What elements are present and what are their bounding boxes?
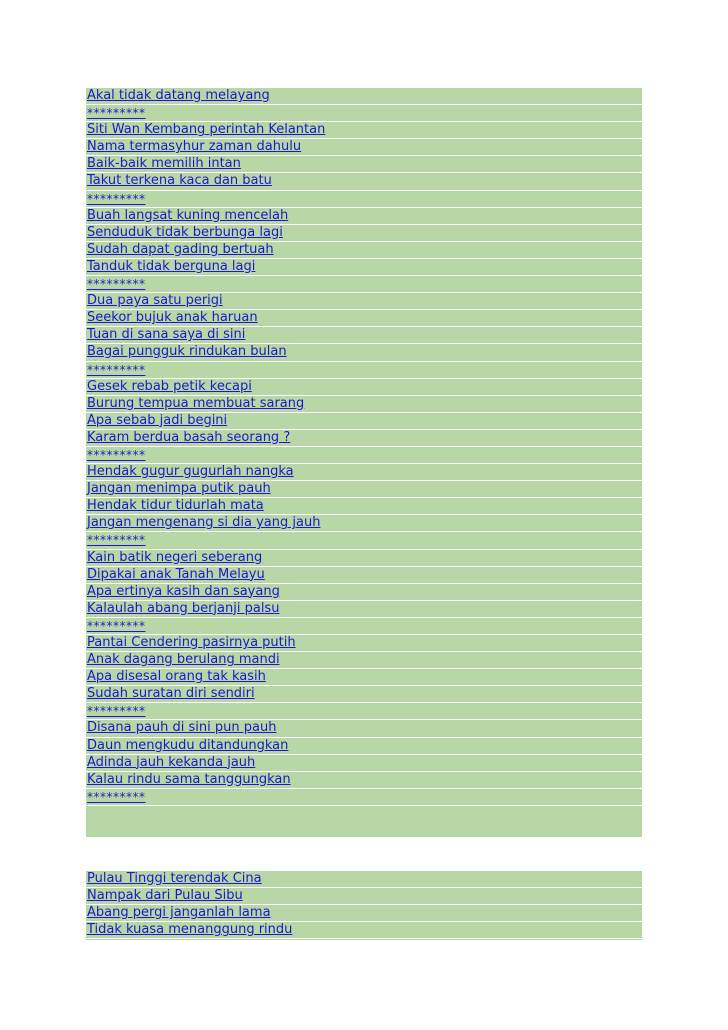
verse-line [86, 738, 642, 755]
verse-link[interactable]: Dipakai anak Tanah Melayu [87, 566, 265, 582]
verse-link[interactable]: Bagai pungguk rindukan bulan [87, 344, 287, 360]
verse-line [86, 208, 642, 225]
verse-line [86, 139, 642, 156]
verse-link[interactable]: ********* [87, 447, 146, 462]
verse-line [86, 669, 642, 686]
verse-line [86, 652, 642, 669]
verse-line [86, 156, 642, 173]
verse-line [86, 720, 642, 737]
verse-line [86, 344, 642, 361]
verse-line [86, 772, 642, 789]
verse-line [86, 293, 642, 310]
verse-link[interactable]: Buah langsat kuning mencelah [87, 207, 289, 223]
verse-link[interactable]: Abang pergi janganlah lama [87, 905, 271, 921]
verse-link[interactable]: Sudah dapat gading bertuah [87, 241, 274, 257]
verse-link[interactable]: Apa ertinya kasih dan sayang [87, 583, 280, 599]
verse-link[interactable]: ********* [87, 277, 146, 292]
verse-link[interactable]: Baik-baik memilih intan [87, 156, 241, 172]
verse-line [86, 601, 642, 618]
verse-line [86, 413, 642, 430]
separator-line [86, 276, 642, 293]
verse-line [86, 755, 642, 772]
verse-link[interactable]: Adinda jauh kekanda jauh [87, 754, 256, 770]
verse-link[interactable]: Anak dagang berulang mandi [87, 652, 280, 668]
separator-line [86, 191, 642, 208]
verse-link[interactable]: Jangan menimpa putik pauh [87, 481, 271, 497]
verse-link[interactable]: Nama termasyhur zaman dahulu [87, 139, 302, 155]
verse-line [86, 464, 642, 481]
verse-line [86, 259, 642, 276]
verse-link[interactable]: Tidak kuasa menanggung rindu [87, 922, 293, 938]
verse-link[interactable]: Kalaulah abang berjanji palsu [87, 600, 280, 616]
verse-link[interactable]: Jangan mengenang si dia yang jauh [87, 515, 321, 531]
verse-link[interactable]: Tuan di sana saya di sini [87, 327, 246, 343]
verse-link[interactable]: Senduduk tidak berbunga lagi [87, 224, 283, 240]
verse-link[interactable]: ********* [87, 618, 146, 633]
verse-link[interactable]: Gesek rebab petik kecapi [87, 378, 252, 394]
verse-link[interactable]: Nampak dari Pulau Sibu [87, 888, 243, 904]
verse-link[interactable]: ********* [87, 533, 146, 548]
verse-line [86, 242, 642, 259]
verse-link[interactable]: Hendak gugur gugurlah nangka [87, 464, 294, 480]
verse-link[interactable]: Daun mengkudu ditandungkan [87, 737, 289, 753]
verse-link[interactable]: ********* [87, 191, 146, 206]
verse-link[interactable]: Burung tempua membuat sarang [87, 395, 305, 411]
verse-line [86, 515, 642, 532]
separator-line [86, 105, 642, 122]
verse-link[interactable]: Takut terkena kaca dan batu [87, 173, 272, 189]
verse-link[interactable]: Akal tidak datang melayang [87, 88, 270, 103]
verse-line [86, 686, 642, 703]
verse-line [86, 122, 642, 139]
verse-link[interactable]: Karam berdua basah seorang ? [87, 429, 291, 445]
verse-line [86, 550, 642, 567]
verse-link[interactable]: Pantai Cendering pasirnya putih [87, 635, 296, 650]
separator-line [86, 532, 642, 549]
verse-link[interactable]: Disana pauh di sini pun pauh [87, 720, 277, 736]
separator-line [86, 362, 642, 379]
verse-link[interactable]: ********* [87, 362, 146, 377]
verse-link[interactable]: Kain batik negeri seberang [87, 549, 263, 565]
verse-line [86, 173, 642, 190]
verse-line [86, 922, 642, 939]
verse-line [86, 327, 642, 344]
verse-link[interactable]: Siti Wan Kembang perintah Kelantan [87, 122, 326, 138]
verse-line [86, 635, 642, 652]
verse-line [86, 567, 642, 584]
verse-link[interactable]: Kalau rindu sama tanggungkan [87, 771, 291, 787]
verse-line [86, 396, 642, 413]
verse-link[interactable]: Sudah suratan diri sendiri [87, 686, 255, 702]
separator-line [86, 789, 642, 806]
verse-line [86, 584, 642, 601]
verse-link[interactable]: Hendak tidur tidurlah mata [87, 498, 264, 514]
verse-link[interactable]: ********* [87, 789, 146, 804]
verse-link[interactable]: Apa disesal orang tak kasih [87, 669, 266, 685]
verse-line [86, 888, 642, 905]
pantun-block-2 [86, 871, 642, 940]
verse-link[interactable]: Dua paya satu perigi [87, 293, 223, 309]
verse-line [86, 905, 642, 922]
verse-line [86, 481, 642, 498]
separator-line [86, 447, 642, 464]
verse-line [86, 379, 642, 396]
verse-line [86, 430, 642, 447]
verse-link[interactable]: Tanduk tidak berguna lagi [87, 258, 256, 274]
verse-line [86, 225, 642, 242]
verse-link[interactable]: Pulau Tinggi terendak Cina [87, 871, 262, 886]
verse-line [86, 88, 642, 105]
verse-line [86, 871, 642, 888]
pantun-block-1 [86, 88, 642, 837]
separator-line [86, 703, 642, 720]
verse-link[interactable]: ********* [87, 704, 146, 719]
verse-link[interactable]: Apa sebab jadi begini [87, 412, 228, 428]
verse-line [86, 310, 642, 327]
verse-link[interactable]: Seekor bujuk anak haruan [87, 310, 258, 326]
verse-line [86, 498, 642, 515]
separator-line [86, 618, 642, 635]
verse-link[interactable]: ********* [87, 106, 146, 121]
